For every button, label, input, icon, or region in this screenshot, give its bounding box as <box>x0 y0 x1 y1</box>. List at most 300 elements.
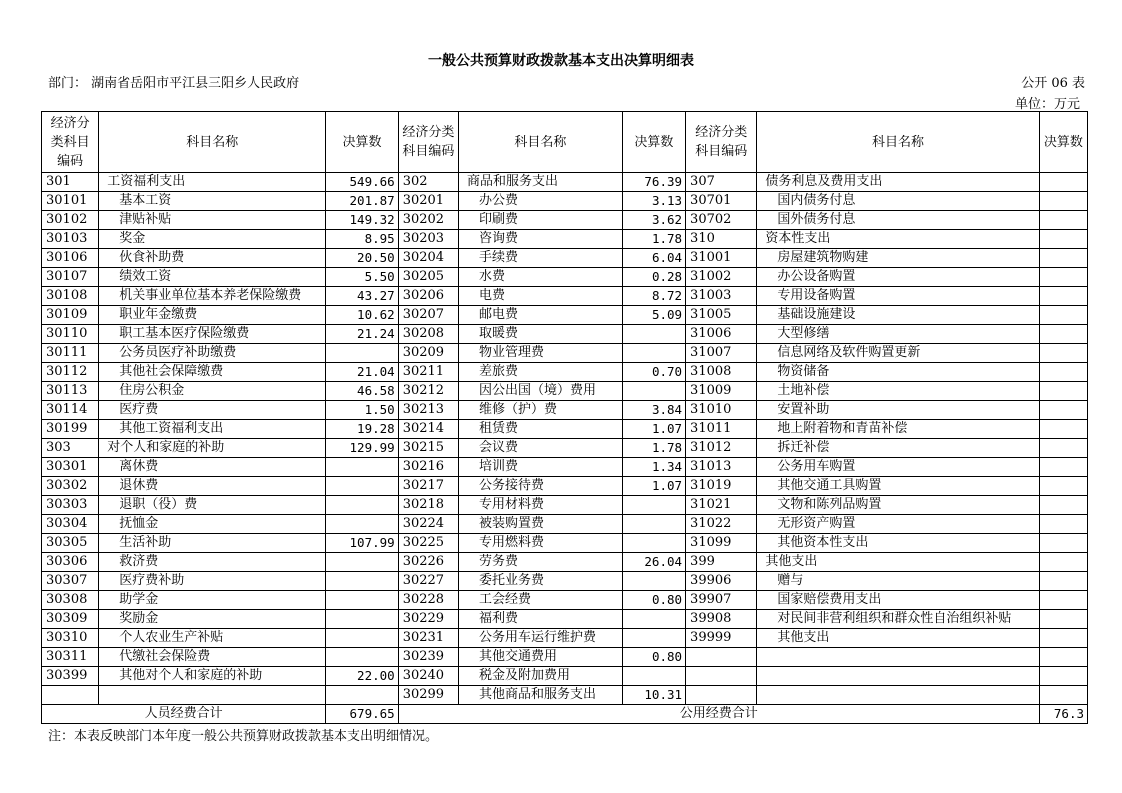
name-cell: 国家赔偿费用支出 <box>757 591 1039 610</box>
code-cell: 30310 <box>42 629 99 648</box>
table-header-row <box>42 112 1088 173</box>
amount-cell <box>1039 173 1087 192</box>
table-row <box>42 534 1088 553</box>
code-cell: 399 <box>686 553 757 572</box>
name-cell: 培训费 <box>458 458 622 477</box>
amount-cell: 20.50 <box>326 249 398 268</box>
name-cell: 津贴补贴 <box>99 211 326 230</box>
code-cell: 30211 <box>398 363 458 382</box>
name-cell: 手续费 <box>458 249 622 268</box>
amount-cell <box>1039 382 1087 401</box>
amount-cell: 46.58 <box>326 382 398 401</box>
name-cell: 土地补偿 <box>757 382 1039 401</box>
amount-cell <box>326 629 398 648</box>
code-cell: 30108 <box>42 287 99 306</box>
code-cell: 30225 <box>398 534 458 553</box>
amount-cell: 22.00 <box>326 667 398 686</box>
code-cell: 302 <box>398 173 458 192</box>
name-cell: 生活补助 <box>99 534 326 553</box>
header-amount-3: 决算数 <box>1039 112 1087 173</box>
name-cell: 助学金 <box>99 591 326 610</box>
amount-cell <box>622 610 685 629</box>
amount-cell <box>1039 401 1087 420</box>
amount-cell: 107.99 <box>326 534 398 553</box>
amount-cell: 129.99 <box>326 439 398 458</box>
amount-cell <box>622 572 685 591</box>
name-cell: 专用燃料费 <box>458 534 622 553</box>
code-cell: 30215 <box>398 439 458 458</box>
amount-cell: 149.32 <box>326 211 398 230</box>
name-cell <box>99 686 326 705</box>
amount-cell <box>622 534 685 553</box>
code-cell: 31001 <box>686 249 757 268</box>
code-cell: 30110 <box>42 325 99 344</box>
table-row <box>42 610 1088 629</box>
code-cell: 30231 <box>398 629 458 648</box>
footnote: 注：本表反映部门本年度一般公共预算财政拨款基本支出明细情况。 <box>48 729 439 744</box>
name-cell: 取暖费 <box>458 325 622 344</box>
table-row <box>42 306 1088 325</box>
amount-cell <box>622 496 685 515</box>
code-cell: 30202 <box>398 211 458 230</box>
name-cell: 福利费 <box>458 610 622 629</box>
table-code: 公开 06 表 <box>1021 76 1085 91</box>
amount-cell <box>1039 629 1087 648</box>
name-cell: 被装购置费 <box>458 515 622 534</box>
code-cell <box>42 686 99 705</box>
code-cell: 30201 <box>398 192 458 211</box>
name-cell: 安置补助 <box>757 401 1039 420</box>
code-cell: 31019 <box>686 477 757 496</box>
amount-cell <box>1039 306 1087 325</box>
name-cell: 因公出国（境）费用 <box>458 382 622 401</box>
table-row <box>42 230 1088 249</box>
name-cell: 代缴社会保险费 <box>99 648 326 667</box>
header-name-3: 科目名称 <box>757 112 1039 173</box>
code-cell: 30107 <box>42 268 99 287</box>
name-cell: 电费 <box>458 287 622 306</box>
code-cell: 31009 <box>686 382 757 401</box>
header-name-1: 科目名称 <box>99 112 326 173</box>
code-cell: 30309 <box>42 610 99 629</box>
amount-cell <box>1039 686 1087 705</box>
table-row <box>42 401 1088 420</box>
name-cell: 公务接待费 <box>458 477 622 496</box>
code-cell: 30228 <box>398 591 458 610</box>
name-cell: 其他支出 <box>757 553 1039 572</box>
amount-cell <box>622 325 685 344</box>
amount-cell: 549.66 <box>326 173 398 192</box>
code-cell: 31011 <box>686 420 757 439</box>
name-cell: 委托业务费 <box>458 572 622 591</box>
amount-cell: 5.50 <box>326 268 398 287</box>
amount-cell <box>1039 667 1087 686</box>
public-total-value: 76.3 <box>1039 705 1087 724</box>
amount-cell: 3.13 <box>622 192 685 211</box>
name-cell: 职业年金缴费 <box>99 306 326 325</box>
code-cell: 30239 <box>398 648 458 667</box>
amount-cell <box>1039 534 1087 553</box>
amount-cell <box>1039 420 1087 439</box>
code-cell: 301 <box>42 173 99 192</box>
amount-cell: 26.04 <box>622 553 685 572</box>
amount-cell: 1.78 <box>622 439 685 458</box>
table-row <box>42 439 1088 458</box>
amount-cell: 0.80 <box>622 648 685 667</box>
name-cell: 公务用车运行维护费 <box>458 629 622 648</box>
amount-cell <box>326 686 398 705</box>
header-code-3: 经济分类科目编码 <box>686 112 757 173</box>
amount-cell: 10.31 <box>622 686 685 705</box>
code-cell: 30212 <box>398 382 458 401</box>
code-cell: 30106 <box>42 249 99 268</box>
amount-cell: 201.87 <box>326 192 398 211</box>
code-cell: 31021 <box>686 496 757 515</box>
amount-cell <box>622 667 685 686</box>
name-cell: 奖金 <box>99 230 326 249</box>
amount-cell <box>1039 287 1087 306</box>
code-cell: 39907 <box>686 591 757 610</box>
code-cell: 303 <box>42 439 99 458</box>
code-cell: 30227 <box>398 572 458 591</box>
name-cell: 地上附着物和青苗补偿 <box>757 420 1039 439</box>
name-cell: 专用设备购置 <box>757 287 1039 306</box>
amount-cell: 3.62 <box>622 211 685 230</box>
amount-cell <box>1039 249 1087 268</box>
code-cell: 30218 <box>398 496 458 515</box>
code-cell: 31007 <box>686 344 757 363</box>
name-cell: 对个人和家庭的补助 <box>99 439 326 458</box>
amount-cell <box>326 344 398 363</box>
name-cell: 救济费 <box>99 553 326 572</box>
code-cell: 30203 <box>398 230 458 249</box>
amount-cell <box>1039 268 1087 287</box>
personnel-total-value: 679.65 <box>326 705 398 724</box>
amount-cell: 8.72 <box>622 287 685 306</box>
amount-cell <box>326 610 398 629</box>
code-cell: 310 <box>686 230 757 249</box>
code-cell: 30209 <box>398 344 458 363</box>
name-cell: 差旅费 <box>458 363 622 382</box>
table-row <box>42 591 1088 610</box>
name-cell: 工会经费 <box>458 591 622 610</box>
amount-cell <box>1039 591 1087 610</box>
amount-cell <box>326 553 398 572</box>
code-cell: 31006 <box>686 325 757 344</box>
table-row <box>42 268 1088 287</box>
code-cell: 31010 <box>686 401 757 420</box>
name-cell: 工资福利支出 <box>99 173 326 192</box>
amount-cell: 5.09 <box>622 306 685 325</box>
name-cell: 印刷费 <box>458 211 622 230</box>
amount-cell: 1.07 <box>622 477 685 496</box>
code-cell: 30111 <box>42 344 99 363</box>
header-amount-1: 决算数 <box>326 112 398 173</box>
name-cell: 税金及附加费用 <box>458 667 622 686</box>
code-cell: 30112 <box>42 363 99 382</box>
code-cell: 30306 <box>42 553 99 572</box>
public-total-label: 公用经费合计 <box>398 705 1039 724</box>
name-cell: 医疗费 <box>99 401 326 420</box>
code-cell: 30102 <box>42 211 99 230</box>
code-cell <box>686 686 757 705</box>
totals-row <box>42 705 1088 724</box>
amount-cell: 0.28 <box>622 268 685 287</box>
name-cell: 物资储备 <box>757 363 1039 382</box>
code-cell: 30216 <box>398 458 458 477</box>
code-cell: 30204 <box>398 249 458 268</box>
code-cell: 30109 <box>42 306 99 325</box>
header-code-1: 经济分类科目编码 <box>42 112 99 173</box>
name-cell: 基础设施建设 <box>757 306 1039 325</box>
code-cell: 30217 <box>398 477 458 496</box>
name-cell: 无形资产购置 <box>757 515 1039 534</box>
name-cell: 退职（役）费 <box>99 496 326 515</box>
name-cell: 劳务费 <box>458 553 622 572</box>
code-cell: 30229 <box>398 610 458 629</box>
amount-cell <box>1039 439 1087 458</box>
amount-cell <box>1039 496 1087 515</box>
amount-cell: 1.78 <box>622 230 685 249</box>
code-cell: 30299 <box>398 686 458 705</box>
code-cell: 31013 <box>686 458 757 477</box>
amount-cell <box>326 515 398 534</box>
code-cell: 30224 <box>398 515 458 534</box>
name-cell: 其他工资福利支出 <box>99 420 326 439</box>
amount-cell: 21.24 <box>326 325 398 344</box>
code-cell: 31022 <box>686 515 757 534</box>
code-cell: 30208 <box>398 325 458 344</box>
code-cell: 31003 <box>686 287 757 306</box>
code-cell: 30206 <box>398 287 458 306</box>
code-cell: 30701 <box>686 192 757 211</box>
amount-cell: 76.39 <box>622 173 685 192</box>
name-cell: 退休费 <box>99 477 326 496</box>
table-row <box>42 686 1088 705</box>
code-cell: 30114 <box>42 401 99 420</box>
amount-cell: 43.27 <box>326 287 398 306</box>
name-cell: 职工基本医疗保险缴费 <box>99 325 326 344</box>
code-cell: 30214 <box>398 420 458 439</box>
name-cell: 物业管理费 <box>458 344 622 363</box>
name-cell: 商品和服务支出 <box>458 173 622 192</box>
name-cell: 国内债务付息 <box>757 192 1039 211</box>
amount-cell <box>622 515 685 534</box>
name-cell: 机关事业单位基本养老保险缴费 <box>99 287 326 306</box>
table-row <box>42 382 1088 401</box>
name-cell: 个人农业生产补贴 <box>99 629 326 648</box>
name-cell <box>757 686 1039 705</box>
amount-cell <box>326 648 398 667</box>
amount-cell: 6.04 <box>622 249 685 268</box>
header-name-2: 科目名称 <box>458 112 622 173</box>
name-cell: 抚恤金 <box>99 515 326 534</box>
amount-cell <box>326 458 398 477</box>
name-cell: 文物和陈列品购置 <box>757 496 1039 515</box>
code-cell: 30307 <box>42 572 99 591</box>
code-cell: 31002 <box>686 268 757 287</box>
amount-cell: 0.80 <box>622 591 685 610</box>
code-cell: 31012 <box>686 439 757 458</box>
code-cell: 30213 <box>398 401 458 420</box>
name-cell: 对民间非营利组织和群众性自治组织补贴 <box>757 610 1039 629</box>
amount-cell <box>622 344 685 363</box>
table-row <box>42 572 1088 591</box>
name-cell: 公务员医疗补助缴费 <box>99 344 326 363</box>
code-cell: 39999 <box>686 629 757 648</box>
name-cell: 咨询费 <box>458 230 622 249</box>
code-cell: 30103 <box>42 230 99 249</box>
name-cell: 其他社会保障缴费 <box>99 363 326 382</box>
amount-cell <box>1039 363 1087 382</box>
table-row <box>42 211 1088 230</box>
amount-cell <box>1039 211 1087 230</box>
name-cell: 会议费 <box>458 439 622 458</box>
name-cell: 专用材料费 <box>458 496 622 515</box>
amount-cell <box>1039 344 1087 363</box>
code-cell: 30205 <box>398 268 458 287</box>
amount-cell <box>1039 458 1087 477</box>
department-label: 部门： 湖南省岳阳市平江县三阳乡人民政府 <box>48 76 300 91</box>
code-cell <box>686 648 757 667</box>
table-row <box>42 344 1088 363</box>
amount-cell: 1.07 <box>622 420 685 439</box>
amount-cell <box>1039 553 1087 572</box>
name-cell: 医疗费补助 <box>99 572 326 591</box>
table-row <box>42 173 1088 192</box>
code-cell: 30199 <box>42 420 99 439</box>
code-cell: 30304 <box>42 515 99 534</box>
table-row <box>42 629 1088 648</box>
code-cell: 30303 <box>42 496 99 515</box>
name-cell: 其他对个人和家庭的补助 <box>99 667 326 686</box>
code-cell: 30240 <box>398 667 458 686</box>
header-code-2: 经济分类科目编码 <box>398 112 458 173</box>
table-row <box>42 287 1088 306</box>
table-row <box>42 477 1088 496</box>
amount-cell <box>1039 230 1087 249</box>
table-row <box>42 325 1088 344</box>
name-cell: 债务利息及费用支出 <box>757 173 1039 192</box>
code-cell: 30311 <box>42 648 99 667</box>
name-cell: 赠与 <box>757 572 1039 591</box>
code-cell: 30113 <box>42 382 99 401</box>
table-row <box>42 648 1088 667</box>
amount-cell: 1.50 <box>326 401 398 420</box>
name-cell: 租赁费 <box>458 420 622 439</box>
code-cell: 30702 <box>686 211 757 230</box>
code-cell: 30308 <box>42 591 99 610</box>
amount-cell <box>1039 325 1087 344</box>
code-cell: 39908 <box>686 610 757 629</box>
expenditure-table <box>41 111 1088 724</box>
table-row <box>42 496 1088 515</box>
table-row <box>42 515 1088 534</box>
name-cell: 房屋建筑物购建 <box>757 249 1039 268</box>
header-amount-2: 决算数 <box>622 112 685 173</box>
name-cell: 其他交通工具购置 <box>757 477 1039 496</box>
name-cell: 资本性支出 <box>757 230 1039 249</box>
amount-cell <box>1039 648 1087 667</box>
name-cell: 信息网络及软件购置更新 <box>757 344 1039 363</box>
name-cell: 住房公积金 <box>99 382 326 401</box>
amount-cell <box>1039 610 1087 629</box>
name-cell: 绩效工资 <box>99 268 326 287</box>
name-cell <box>757 648 1039 667</box>
name-cell: 维修（护）费 <box>458 401 622 420</box>
code-cell: 30399 <box>42 667 99 686</box>
amount-cell <box>1039 477 1087 496</box>
code-cell <box>686 667 757 686</box>
code-cell: 30226 <box>398 553 458 572</box>
amount-cell <box>622 382 685 401</box>
amount-cell: 8.95 <box>326 230 398 249</box>
name-cell: 大型修缮 <box>757 325 1039 344</box>
table-row <box>42 363 1088 382</box>
amount-cell <box>326 496 398 515</box>
code-cell: 31008 <box>686 363 757 382</box>
name-cell: 其他交通费用 <box>458 648 622 667</box>
amount-cell <box>326 572 398 591</box>
name-cell: 其他支出 <box>757 629 1039 648</box>
name-cell: 拆迁补偿 <box>757 439 1039 458</box>
name-cell: 其他商品和服务支出 <box>458 686 622 705</box>
name-cell: 奖励金 <box>99 610 326 629</box>
unit-label: 单位：万元 <box>1014 97 1080 112</box>
name-cell: 公务用车购置 <box>757 458 1039 477</box>
amount-cell: 19.28 <box>326 420 398 439</box>
code-cell: 30302 <box>42 477 99 496</box>
name-cell: 国外债务付息 <box>757 211 1039 230</box>
name-cell: 其他资本性支出 <box>757 534 1039 553</box>
amount-cell: 21.04 <box>326 363 398 382</box>
personnel-total-label: 人员经费合计 <box>42 705 326 724</box>
table-row <box>42 249 1088 268</box>
code-cell: 31005 <box>686 306 757 325</box>
name-cell: 办公设备购置 <box>757 268 1039 287</box>
code-cell: 30207 <box>398 306 458 325</box>
amount-cell: 3.84 <box>622 401 685 420</box>
amount-cell <box>326 477 398 496</box>
name-cell: 办公费 <box>458 192 622 211</box>
table-row <box>42 553 1088 572</box>
page-title: 一般公共预算财政拨款基本支出决算明细表 <box>428 53 694 69</box>
code-cell: 307 <box>686 173 757 192</box>
name-cell: 伙食补助费 <box>99 249 326 268</box>
amount-cell: 10.62 <box>326 306 398 325</box>
table-row <box>42 192 1088 211</box>
code-cell: 31099 <box>686 534 757 553</box>
table-row <box>42 420 1088 439</box>
name-cell <box>757 667 1039 686</box>
code-cell: 30101 <box>42 192 99 211</box>
amount-cell <box>622 629 685 648</box>
amount-cell: 0.70 <box>622 363 685 382</box>
code-cell: 39906 <box>686 572 757 591</box>
name-cell: 邮电费 <box>458 306 622 325</box>
name-cell: 离休费 <box>99 458 326 477</box>
name-cell: 水费 <box>458 268 622 287</box>
name-cell: 基本工资 <box>99 192 326 211</box>
amount-cell <box>1039 192 1087 211</box>
code-cell: 30305 <box>42 534 99 553</box>
amount-cell <box>1039 515 1087 534</box>
amount-cell: 1.34 <box>622 458 685 477</box>
code-cell: 30301 <box>42 458 99 477</box>
table-row <box>42 458 1088 477</box>
table-row <box>42 667 1088 686</box>
amount-cell <box>326 591 398 610</box>
